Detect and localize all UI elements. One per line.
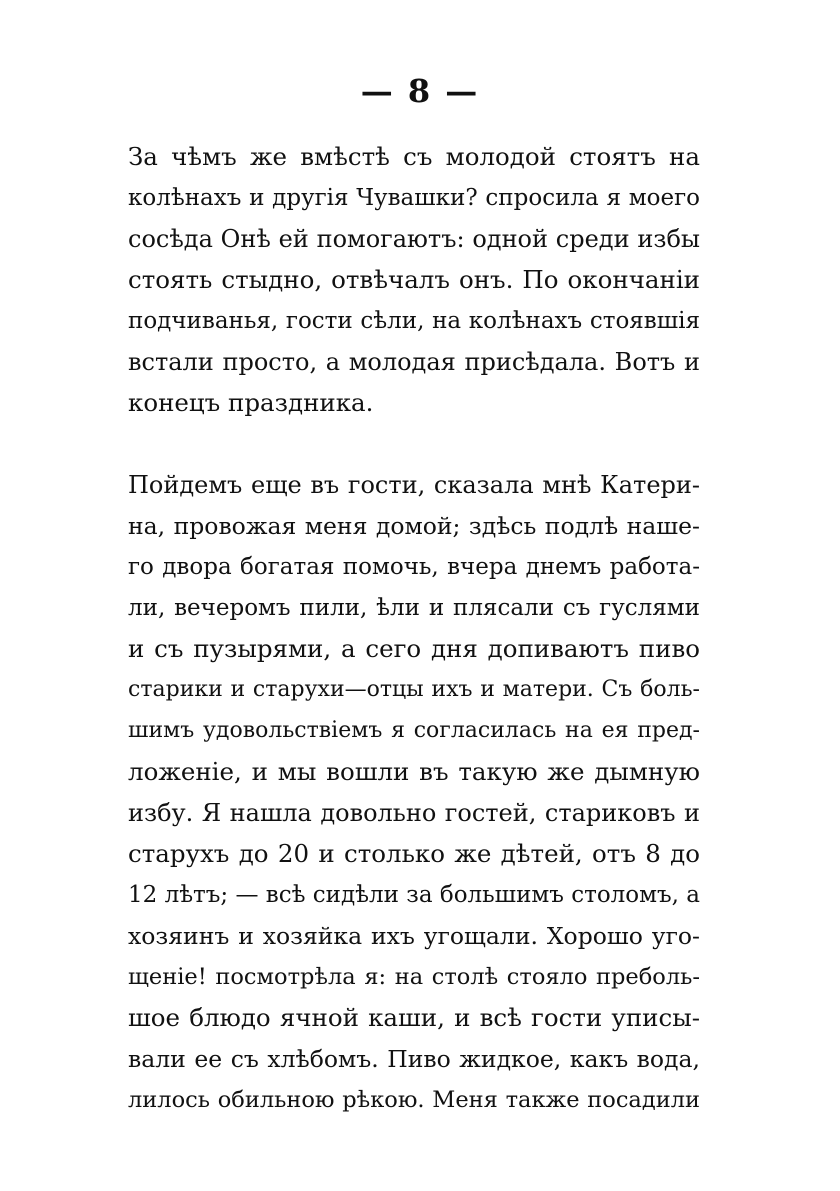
page-number: — 8 —: [360, 72, 480, 110]
paragraph-2-line-6: старики и старухи—отцы ихъ и матери. Съ боль-: [128, 677, 700, 702]
paragraph-2-line-10: старухъ до 20 и столько же дѣтей, отъ 8 до: [128, 839, 700, 868]
paragraph-2-line-4: ли, вечеромъ пили, ѣли и плясали съ гуслями: [128, 595, 700, 621]
paragraph-2-line-13: щеніе! посмотрѣла я: на столѣ стояло преболь-: [128, 964, 700, 990]
paragraph-2-line-12: хозяинъ и хозяйка ихъ угощали. Хорошо уго-: [128, 922, 700, 950]
paragraph-1-line-4: стоять стыдно, отвѣчалъ онъ. По окончаніи: [128, 265, 700, 294]
paragraph-2-line-3: го двора богатая помочь, вчера днемъ работа-: [128, 554, 700, 580]
paragraph-1-line-5: подчиванья, гости сѣли, на колѣнахъ стоявшія: [128, 308, 700, 334]
paragraph-1-line-3: сосѣда Онѣ ей помогаютъ: одной среди избы: [128, 225, 700, 253]
paragraph-2-line-8: ложеніе, и мы вошли въ такую же дымную: [128, 757, 700, 786]
paragraph-2-line-1: Пойдемъ еще въ гости, сказала мнѣ Катери-: [128, 471, 700, 499]
paragraph-1-line-6: встали просто, а молодая присѣдала. Вотъ и: [128, 348, 700, 376]
paragraph-2-line-9: избу. Я нашла довольно гостей, стариковъ и: [128, 799, 700, 827]
paragraph-2-line-5: и съ пузырями, а сего дня допиваютъ пиво: [128, 634, 700, 663]
paragraph-2-line-16: лилось обильною рѣкою. Меня также посадили: [128, 1087, 700, 1113]
paragraph-2-line-15: вали ее съ хлѣбомъ. Пиво жидкое, какъ вода,: [128, 1045, 700, 1073]
paragraph-2-line-14: шое блюдо ячной каши, и всѣ гости уписы-: [128, 1003, 700, 1032]
paragraph-1-line-7: конецъ праздника.: [128, 388, 374, 417]
paragraph-2-line-11: 12 лѣтъ; — всѣ сидѣли за большимъ столомъ, а: [128, 882, 700, 908]
paragraph-1-line-2: колѣнахъ и другія Чувашки? спросила я моего: [128, 185, 700, 211]
paragraph-2-line-2: на, провожая меня домой; здѣсь подлѣ наше-: [128, 512, 700, 540]
paragraph-2-line-7: шимъ удовольствіемъ я согласилась на ея пред-: [128, 718, 700, 743]
paragraph-1-line-1: За чѣмъ же вмѣстѣ съ молодой стоятъ на: [128, 142, 700, 171]
